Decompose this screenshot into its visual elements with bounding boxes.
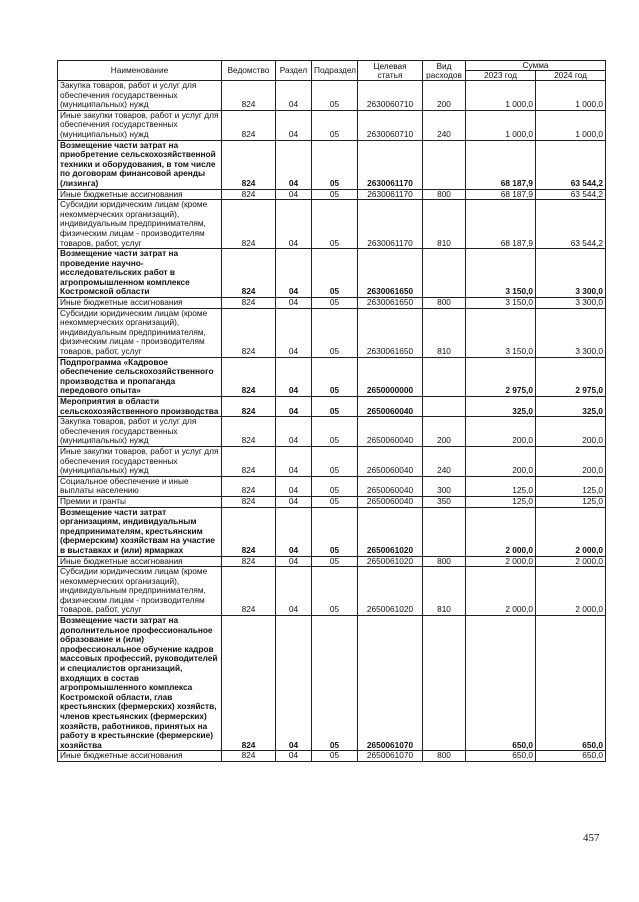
cell-2024: 3 300,0 xyxy=(536,298,606,309)
cell-name: Возмещение части затрат организациям, индивидуальным предпринимателям, крестьянским (фермерским) хозяйствам на участие в выставках и (или) ярмарках xyxy=(58,507,222,556)
cell-subsection: 05 xyxy=(312,357,358,396)
cell-name: Субсидии юридическим лицам (кроме некоммерческих организаций), индивидуальным предпринимателям, физическим лицам - производителям товаров, работ, услуг xyxy=(58,200,222,249)
cell-section: 04 xyxy=(276,140,312,189)
cell-name: Закупка товаров, работ и услуг для обеспечения государственных (муниципальных) нужд xyxy=(58,417,222,447)
cell-section: 04 xyxy=(276,249,312,298)
cell-section: 04 xyxy=(276,446,312,476)
cell-section: 04 xyxy=(276,357,312,396)
table-row xyxy=(58,249,606,298)
cell-subsection: 05 xyxy=(312,249,358,298)
cell-subsection: 05 xyxy=(312,417,358,447)
table-row xyxy=(58,556,606,567)
cell-name: Премии и гранты xyxy=(58,496,222,507)
cell-type: 810 xyxy=(423,567,466,616)
cell-type: 200 xyxy=(423,81,466,111)
cell-type: 350 xyxy=(423,496,466,507)
table-row xyxy=(58,189,606,200)
cell-dept: 824 xyxy=(222,298,276,309)
cell-section: 04 xyxy=(276,496,312,507)
page-number: 457 xyxy=(583,832,600,844)
cell-subsection: 05 xyxy=(312,616,358,751)
cell-target: 2630061650 xyxy=(358,249,423,298)
cell-target: 2650060040 xyxy=(358,397,423,417)
cell-2023: 2 975,0 xyxy=(466,357,536,396)
cell-dept: 824 xyxy=(222,189,276,200)
cell-dept: 824 xyxy=(222,110,276,140)
table-row xyxy=(58,110,606,140)
cell-target: 2650061070 xyxy=(358,751,423,762)
cell-2023: 3 150,0 xyxy=(466,249,536,298)
cell-dept: 824 xyxy=(222,81,276,111)
cell-dept: 824 xyxy=(222,308,276,357)
table-row xyxy=(58,616,606,751)
cell-type: 800 xyxy=(423,189,466,200)
cell-subsection: 05 xyxy=(312,556,358,567)
cell-2024: 1 000,0 xyxy=(536,110,606,140)
cell-section: 04 xyxy=(276,81,312,111)
cell-section: 04 xyxy=(276,751,312,762)
cell-2023: 2 000,0 xyxy=(466,507,536,556)
cell-dept: 824 xyxy=(222,496,276,507)
cell-target: 2650060040 xyxy=(358,446,423,476)
table-row xyxy=(58,397,606,417)
cell-2023: 1 000,0 xyxy=(466,110,536,140)
cell-2024: 3 300,0 xyxy=(536,249,606,298)
cell-target: 2630060710 xyxy=(358,81,423,111)
cell-name: Подпрограмма «Кадровое обеспечение сельскохозяйственного производства и пропаганда передового опыта» xyxy=(58,357,222,396)
cell-type xyxy=(423,249,466,298)
cell-2023: 125,0 xyxy=(466,496,536,507)
cell-section: 04 xyxy=(276,476,312,496)
cell-2023: 68 187,9 xyxy=(466,200,536,249)
cell-2023: 3 150,0 xyxy=(466,308,536,357)
cell-name: Мероприятия в области сельскохозяйственного производства xyxy=(58,397,222,417)
cell-2024: 3 300,0 xyxy=(536,308,606,357)
cell-name: Субсидии юридическим лицам (кроме некоммерческих организаций), индивидуальным предпринимателям, физическим лицам - производителям товаров, работ, услуг xyxy=(58,567,222,616)
cell-target: 2650060040 xyxy=(358,417,423,447)
table-row xyxy=(58,298,606,309)
cell-target: 2630061170 xyxy=(358,140,423,189)
cell-target: 2650061020 xyxy=(358,507,423,556)
cell-name: Иные бюджетные ассигнования xyxy=(58,556,222,567)
cell-2023: 650,0 xyxy=(466,751,536,762)
cell-section: 04 xyxy=(276,298,312,309)
cell-type: 800 xyxy=(423,298,466,309)
cell-2024: 650,0 xyxy=(536,751,606,762)
col-subsection-header: Подраздел xyxy=(312,61,358,81)
cell-name: Возмещение части затрат на проведение научно-исследовательских работ в агропромышленном комплексе Костромской области xyxy=(58,249,222,298)
table-row xyxy=(58,496,606,507)
cell-type: 240 xyxy=(423,446,466,476)
cell-2023: 2 000,0 xyxy=(466,567,536,616)
cell-2024: 2 975,0 xyxy=(536,357,606,396)
cell-2023: 2 000,0 xyxy=(466,556,536,567)
cell-dept: 824 xyxy=(222,476,276,496)
cell-2023: 650,0 xyxy=(466,616,536,751)
cell-type: 800 xyxy=(423,751,466,762)
cell-subsection: 05 xyxy=(312,189,358,200)
cell-2024: 650,0 xyxy=(536,616,606,751)
cell-subsection: 05 xyxy=(312,751,358,762)
cell-name: Иные бюджетные ассигнования xyxy=(58,189,222,200)
cell-2024: 63 544,2 xyxy=(536,189,606,200)
cell-name: Социальное обеспечение и иные выплаты населению xyxy=(58,476,222,496)
cell-dept: 824 xyxy=(222,417,276,447)
table-row xyxy=(58,446,606,476)
cell-section: 04 xyxy=(276,200,312,249)
cell-dept: 824 xyxy=(222,751,276,762)
cell-type xyxy=(423,397,466,417)
cell-section: 04 xyxy=(276,308,312,357)
cell-name: Закупка товаров, работ и услуг для обеспечения государственных (муниципальных) нужд xyxy=(58,81,222,111)
cell-subsection: 05 xyxy=(312,298,358,309)
cell-target: 2650060040 xyxy=(358,476,423,496)
cell-target: 2630061170 xyxy=(358,189,423,200)
cell-type: 810 xyxy=(423,200,466,249)
cell-subsection: 05 xyxy=(312,110,358,140)
cell-target: 2630061650 xyxy=(358,308,423,357)
cell-2023: 325,0 xyxy=(466,397,536,417)
cell-2023: 200,0 xyxy=(466,417,536,447)
cell-target: 2650061020 xyxy=(358,567,423,616)
cell-section: 04 xyxy=(276,189,312,200)
cell-target: 2630060710 xyxy=(358,110,423,140)
table-row xyxy=(58,140,606,189)
cell-2024: 125,0 xyxy=(536,496,606,507)
cell-dept: 824 xyxy=(222,556,276,567)
table-row xyxy=(58,476,606,496)
cell-dept: 824 xyxy=(222,357,276,396)
table-row xyxy=(58,308,606,357)
cell-type: 810 xyxy=(423,308,466,357)
table-row xyxy=(58,751,606,762)
col-section-header: Раздел xyxy=(276,61,312,81)
cell-target: 2650061070 xyxy=(358,616,423,751)
cell-2023: 1 000,0 xyxy=(466,81,536,111)
cell-2023: 68 187,9 xyxy=(466,140,536,189)
cell-2024: 125,0 xyxy=(536,476,606,496)
cell-subsection: 05 xyxy=(312,446,358,476)
cell-section: 04 xyxy=(276,567,312,616)
table-body xyxy=(58,81,606,762)
cell-2024: 200,0 xyxy=(536,417,606,447)
table-row xyxy=(58,200,606,249)
cell-2024: 2 000,0 xyxy=(536,567,606,616)
table-header xyxy=(58,61,606,81)
cell-name: Возмещение части затрат на дополнительное профессиональное образование и (или) профессиональное обучение кадров массовых профессий, руководителей и специалистов организаций, входящих в состав агропромышленного комплекса Костромской области, глав крестьянских (фермерских) хозяйств, членов крестьянских (фермерских) хозяйств, работников, принятых на работу в крестьянские (фермерские) хозяйства xyxy=(58,616,222,751)
col-name-header: Наименование xyxy=(58,61,222,81)
cell-dept: 824 xyxy=(222,616,276,751)
cell-2023: 125,0 xyxy=(466,476,536,496)
cell-section: 04 xyxy=(276,556,312,567)
cell-2024: 63 544,2 xyxy=(536,140,606,189)
cell-2024: 2 000,0 xyxy=(536,556,606,567)
cell-subsection: 05 xyxy=(312,507,358,556)
cell-section: 04 xyxy=(276,417,312,447)
table-row xyxy=(58,567,606,616)
cell-2023: 3 150,0 xyxy=(466,298,536,309)
table-row xyxy=(58,507,606,556)
cell-type xyxy=(423,357,466,396)
col-target-header: Целевая статья xyxy=(358,61,423,81)
cell-subsection: 05 xyxy=(312,308,358,357)
cell-type xyxy=(423,140,466,189)
cell-2024: 200,0 xyxy=(536,446,606,476)
cell-dept: 824 xyxy=(222,140,276,189)
cell-2024: 63 544,2 xyxy=(536,200,606,249)
cell-name: Возмещение части затрат на приобретение сельскохозяйственной техники и оборудования, в том числе по договорам финансовой аренды (лизинга) xyxy=(58,140,222,189)
col-type-header: Вид расходов xyxy=(423,61,466,81)
cell-target: 2650061020 xyxy=(358,556,423,567)
cell-2023: 200,0 xyxy=(466,446,536,476)
cell-subsection: 05 xyxy=(312,397,358,417)
cell-target: 2650000000 xyxy=(358,357,423,396)
cell-section: 04 xyxy=(276,110,312,140)
table-row xyxy=(58,357,606,396)
cell-type xyxy=(423,507,466,556)
cell-2024: 2 000,0 xyxy=(536,507,606,556)
cell-name: Иные бюджетные ассигнования xyxy=(58,298,222,309)
cell-type xyxy=(423,616,466,751)
budget-table xyxy=(57,60,606,762)
cell-name: Иные бюджетные ассигнования xyxy=(58,751,222,762)
cell-section: 04 xyxy=(276,616,312,751)
table-row xyxy=(58,81,606,111)
cell-dept: 824 xyxy=(222,200,276,249)
cell-subsection: 05 xyxy=(312,200,358,249)
cell-type: 800 xyxy=(423,556,466,567)
cell-target: 2630061170 xyxy=(358,200,423,249)
table-row xyxy=(58,417,606,447)
col-dept-header: Ведомство xyxy=(222,61,276,81)
cell-subsection: 05 xyxy=(312,476,358,496)
cell-name: Иные закупки товаров, работ и услуг для обеспечения государственных (муниципальных) нужд xyxy=(58,446,222,476)
cell-dept: 824 xyxy=(222,446,276,476)
cell-2024: 325,0 xyxy=(536,397,606,417)
cell-2024: 1 000,0 xyxy=(536,81,606,111)
cell-subsection: 05 xyxy=(312,496,358,507)
cell-section: 04 xyxy=(276,397,312,417)
cell-type: 240 xyxy=(423,110,466,140)
cell-dept: 824 xyxy=(222,507,276,556)
cell-name: Иные закупки товаров, работ и услуг для обеспечения государственных (муниципальных) нужд xyxy=(58,110,222,140)
cell-subsection: 05 xyxy=(312,567,358,616)
cell-target: 2650060040 xyxy=(358,496,423,507)
col-2023-header: 2023 год xyxy=(466,71,536,81)
cell-type: 300 xyxy=(423,476,466,496)
cell-subsection: 05 xyxy=(312,81,358,111)
cell-type: 200 xyxy=(423,417,466,447)
col-sum-header: Сумма xyxy=(466,61,606,71)
cell-dept: 824 xyxy=(222,567,276,616)
cell-subsection: 05 xyxy=(312,140,358,189)
cell-name: Субсидии юридическим лицам (кроме некоммерческих организаций), индивидуальным предпринимателям, физическим лицам - производителям товаров, работ, услуг xyxy=(58,308,222,357)
cell-dept: 824 xyxy=(222,249,276,298)
col-2024-header: 2024 год xyxy=(536,71,606,81)
cell-dept: 824 xyxy=(222,397,276,417)
cell-2023: 68 187,9 xyxy=(466,189,536,200)
cell-section: 04 xyxy=(276,507,312,556)
cell-target: 2630061650 xyxy=(358,298,423,309)
